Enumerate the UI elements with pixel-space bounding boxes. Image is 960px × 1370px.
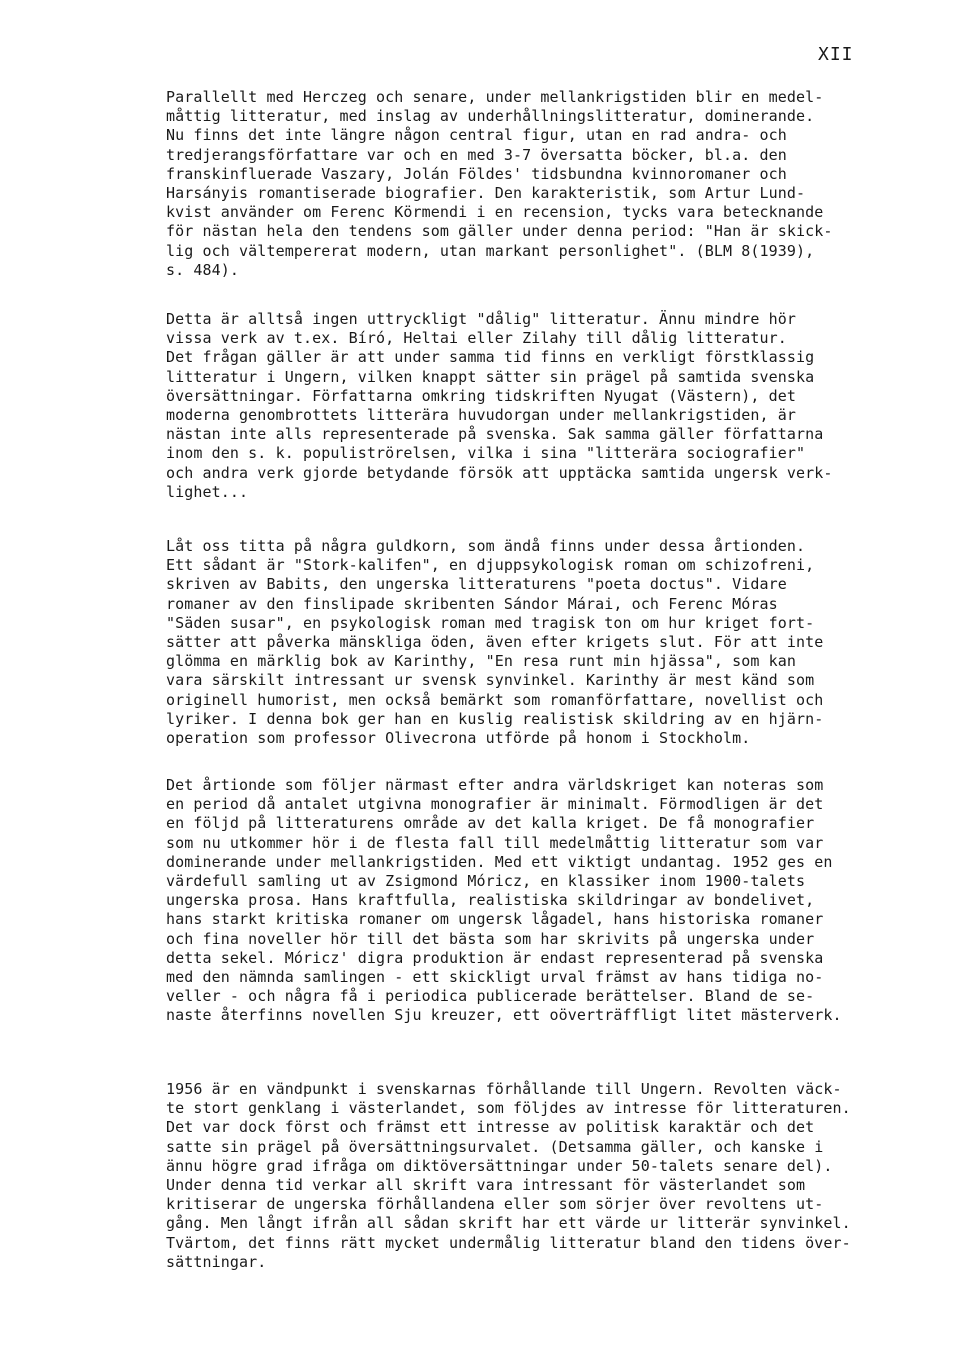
text-line: Det var dock först och främst ett intresse av politisk karaktär och det bbox=[166, 1118, 815, 1137]
text-line: glömma en märklig bok av Karinthy, "En resa runt min hjässa", som kan bbox=[166, 652, 797, 671]
text-line: måttig litteratur, med inslag av underhållningslitteratur, dominerande. bbox=[166, 107, 815, 126]
text-line: för nästan hela den tendens som gäller under denna period: "Han är skick- bbox=[166, 222, 833, 241]
text-line: "Säden susar", en psykologisk roman med tragisk ton om hur kriget fort- bbox=[166, 613, 815, 632]
text-line: ungerska prosa. Hans kraftfulla, realistiska skildringar av bondelivet, bbox=[166, 891, 815, 910]
text-line: en följd på litteraturens område av det kalla kriget. De få monografier bbox=[166, 814, 815, 833]
text-line: te stort genklang i västerlandet, som följdes av intresse för litteraturen. bbox=[166, 1099, 851, 1118]
text-line: Under denna tid verkar all skrift vara intressant för västerlandet som bbox=[166, 1176, 806, 1195]
text-line: lighet... bbox=[166, 482, 249, 501]
paragraph-1956 bbox=[166, 1080, 896, 1272]
text-line: Det årtionde som följer närmast efter andra världskriget kan noteras som bbox=[166, 776, 824, 794]
paragraph-mellankrigstiden bbox=[166, 88, 896, 280]
text-line: operation som professor Olivecrona utförde på honom i Stockholm. bbox=[166, 729, 751, 748]
text-line: satte sin prägel på översättningsurvalet. (Detsamma gäller, och kanske i bbox=[166, 1137, 824, 1156]
text-line: sätter att påverka mänskliga öden, även efter krigets slut. För att inte bbox=[166, 633, 824, 652]
paragraph-dalig-litteratur bbox=[166, 310, 896, 502]
text-line: 1956 är en vändpunkt i svenskarnas förhållande till Ungern. Revolten väck- bbox=[166, 1080, 842, 1098]
text-line: nästan inte alls representerade på svenska. Sak samma gäller författarna bbox=[166, 425, 824, 444]
text-line: och andra verk gjorde betydande försök att upptäcka samtida ungersk verk- bbox=[166, 463, 833, 482]
text-line: lig och vältempererat modern, utan markant personlighet". (BLM 8(1939), bbox=[166, 241, 815, 260]
text-line: värdefull samling ut av Zsigmond Móricz, en klassiker inom 1900-talets bbox=[166, 872, 806, 891]
text-line: moderna genombrottets litterära huvudorgan under mellankrigstiden, är bbox=[166, 406, 797, 425]
text-line: litteratur i Ungern, vilken knappt sätter sin prägel på samtida svenska bbox=[166, 367, 815, 386]
page-number: XII bbox=[818, 44, 854, 65]
text-line: Parallellt med Herczeg och senare, under mellankrigstiden blir en medel- bbox=[166, 88, 824, 106]
text-line: sättningar. bbox=[166, 1252, 267, 1271]
text-line: dominerande under mellankrigstiden. Med ett viktigt undantag. 1952 ges en bbox=[166, 852, 833, 871]
text-line: inom den s. k. populiströrelsen, vilka i sina "litterära sociografier" bbox=[166, 444, 806, 463]
text-line: en period då antalet utgivna monografier är minimalt. Förmodligen är det bbox=[166, 795, 824, 814]
text-line: som nu utkommer hör i de flesta fall till medelmåttig litteratur som var bbox=[166, 833, 824, 852]
text-line: Detta är alltså ingen uttryckligt "dålig" litteratur. Ännu mindre hör bbox=[166, 310, 797, 328]
text-line: Låt oss titta på några guldkorn, som ändå finns under dessa årtionden. bbox=[166, 537, 806, 555]
text-line: naste återfinns novellen Sju kreuzer, ett oöverträffligt litet mästerverk. bbox=[166, 1006, 842, 1025]
text-line: lyriker. I denna bok ger han en kuslig realistisk skildring av en hjärn- bbox=[166, 709, 824, 728]
paragraph-guldkorn bbox=[166, 537, 896, 748]
text-line: detta sekel. Móricz' digra produktion är endast representerad på svenska bbox=[166, 948, 824, 967]
text-line: vara särskilt intressant ur svensk synvinkel. Karinthy är mest känd som bbox=[166, 671, 815, 690]
paragraph-efterkrigstiden bbox=[166, 776, 896, 1026]
text-line: hans starkt kritiska romaner om ungersk lågadel, hans historiska romaner bbox=[166, 910, 824, 929]
text-line: Det frågan gäller är att under samma tid finns en verkligt förstklassig bbox=[166, 348, 815, 367]
text-line: veller - och några få i periodica publicerade berättelser. Bland de se- bbox=[166, 987, 815, 1006]
text-line: översättningar. Författarna omkring tidskriften Nyugat (Västern), det bbox=[166, 386, 797, 405]
text-line: ännu högre grad ifråga om diktöversättningar under 50-talets senare del). bbox=[166, 1156, 833, 1175]
text-line: Nu finns det inte längre någon central figur, utan en rad andra- och bbox=[166, 126, 787, 145]
text-line: tredjerangsförfattare var och en med 3-7 översatta böcker, bl.a. den bbox=[166, 145, 787, 164]
text-line: Tvärtom, det finns rätt mycket undermålig litteratur bland den tidens över- bbox=[166, 1233, 851, 1252]
text-line: s. 484). bbox=[166, 260, 240, 279]
text-line: kritiserar de ungerska förhållandena eller som sörjer över revoltens ut- bbox=[166, 1195, 824, 1214]
text-line: Harsányis romantiserade biografier. Den karakteristik, som Artur Lund- bbox=[166, 184, 806, 203]
text-line: franskinfluerade Vaszary, Jolán Földes' tidsbundna kvinnoromaner och bbox=[166, 164, 787, 183]
text-line: originell humorist, men också bemärkt som romanförfattare, novellist och bbox=[166, 690, 824, 709]
text-line: romaner av den finslipade skribenten Sándor Márai, och Ferenc Móras bbox=[166, 594, 778, 613]
text-line: och fina noveller hör till det bästa som har skrivits på ungerska under bbox=[166, 929, 815, 948]
text-line: vissa verk av t.ex. Bíró, Heltai eller Zilahy till dålig litteratur. bbox=[166, 329, 787, 348]
text-line: kvist använder om Ferenc Körmendi i en recension, tycks vara betecknande bbox=[166, 203, 824, 222]
text-line: med den nämnda samlingen - ett skickligt urval främst av hans tidiga no- bbox=[166, 968, 824, 987]
text-line: gång. Men långt ifrån all sådan skrift har ett värde ur litterär synvinkel. bbox=[166, 1214, 851, 1233]
text-line: Ett sådant är "Stork-kalifen", en djuppsykologisk roman om schizofreni, bbox=[166, 556, 815, 575]
text-line: skriven av Babits, den ungerska litteraturens "poeta doctus". Vidare bbox=[166, 575, 787, 594]
